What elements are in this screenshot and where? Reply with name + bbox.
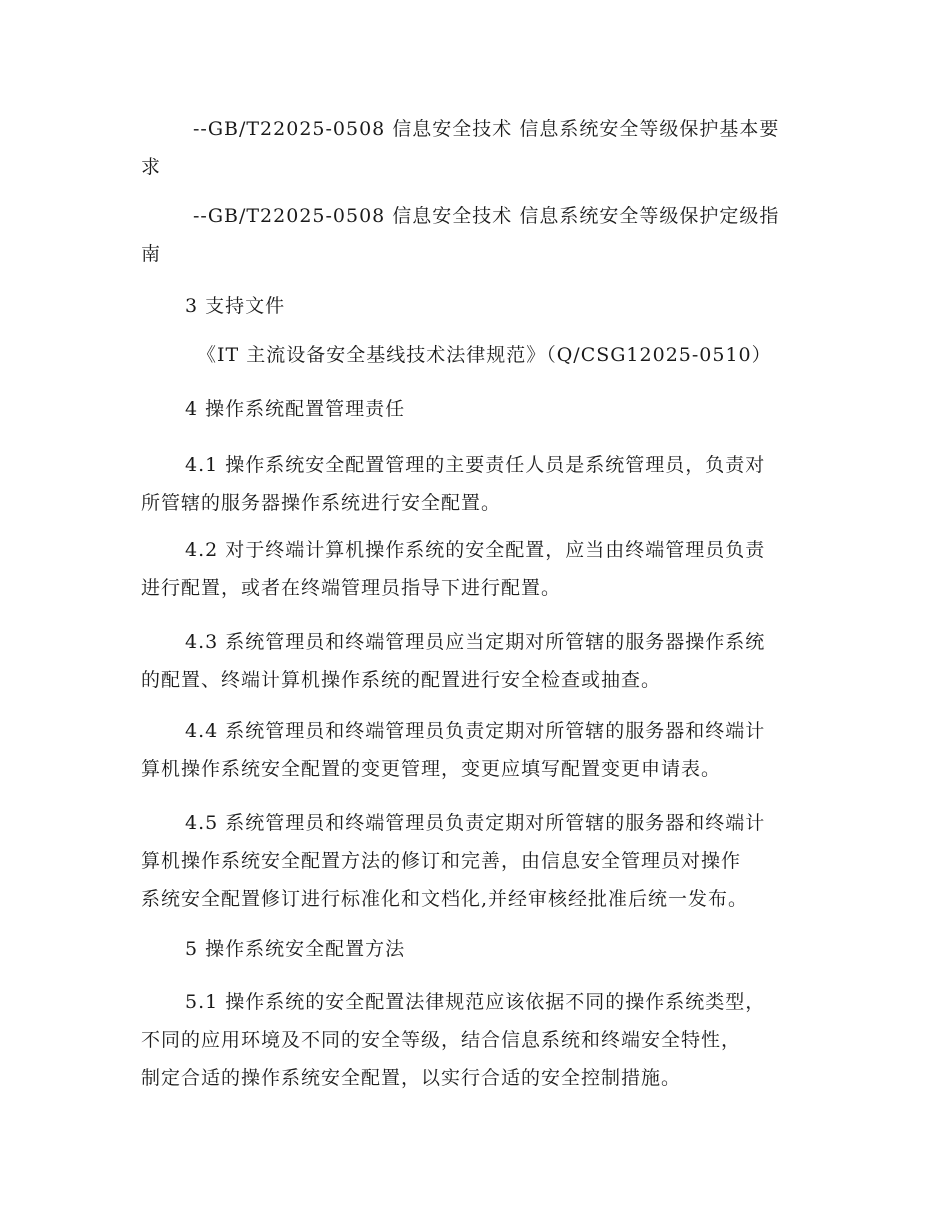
- section-heading-3: [141, 287, 811, 325]
- text-line: --GB/T22025-0508 信息安全技术 信息系统安全等级保护定级指: [193, 205, 780, 227]
- text-line: 4.5 系统管理员和终端管理员负责定期对所管辖的服务器和终端计: [185, 812, 766, 834]
- text-line: 制定合适的操作系统安全配置，以实行合适的安全控制措施。: [141, 1067, 682, 1089]
- paragraph-4-4: [141, 712, 811, 788]
- text-line: 算机操作系统安全配置方法的修订和完善，由信息安全管理员对操作: [141, 850, 742, 872]
- heading-text: 5 操作系统安全配置方法: [185, 938, 406, 960]
- text-line: 4.2 对于终端计算机操作系统的安全配置，应当由终端管理员负责: [185, 539, 766, 561]
- section-heading-5: [141, 930, 811, 968]
- paragraph-4-1: [141, 446, 811, 522]
- text-line: 不同的应用环境及不同的安全等级，结合信息系统和终端安全特性，: [141, 1029, 742, 1051]
- text-line: 《IT 主流设备安全基线技术法律规范》（Q/CSG12025-0510）: [197, 344, 772, 366]
- text-line: 4.3 系统管理员和终端管理员应当定期对所管辖的服务器操作系统: [185, 631, 766, 653]
- paragraph-5-1: [141, 983, 811, 1097]
- supporting-document-reference: [141, 336, 811, 374]
- paragraph-4-3: [141, 623, 811, 699]
- text-line: 的配置、终端计算机操作系统的配置进行安全检查或抽查。: [141, 669, 662, 691]
- reference-standard-grading-guide: [141, 197, 811, 273]
- text-line: 南: [141, 243, 162, 265]
- paragraph-4-2: [141, 531, 811, 607]
- section-heading-4: [141, 390, 811, 428]
- text-line: 5.1 操作系统的安全配置法律规范应该依据不同的操作系统类型，: [185, 991, 766, 1013]
- text-line: 进行配置，或者在终端管理员指导下进行配置。: [141, 577, 562, 599]
- heading-text: 3 支持文件: [185, 295, 286, 317]
- reference-standard-basic-requirements: [141, 110, 811, 186]
- text-line: 4.4 系统管理员和终端管理员负责定期对所管辖的服务器和终端计: [185, 720, 766, 742]
- paragraph-4-5: [141, 804, 811, 918]
- text-line: --GB/T22025-0508 信息安全技术 信息系统安全等级保护基本要: [193, 118, 780, 140]
- text-line: 算机操作系统安全配置的变更管理，变更应填写配置变更申请表。: [141, 758, 722, 780]
- text-line: 4.1 操作系统安全配置管理的主要责任人员是系统管理员，负责对: [185, 454, 766, 476]
- text-line: 所管辖的服务器操作系统进行安全配置。: [141, 492, 502, 514]
- heading-text: 4 操作系统配置管理责任: [185, 398, 406, 420]
- text-line: 系统安全配置修订进行标准化和文档化,并经审核经批准后统一发布。: [141, 888, 749, 910]
- text-line: 求: [141, 156, 162, 178]
